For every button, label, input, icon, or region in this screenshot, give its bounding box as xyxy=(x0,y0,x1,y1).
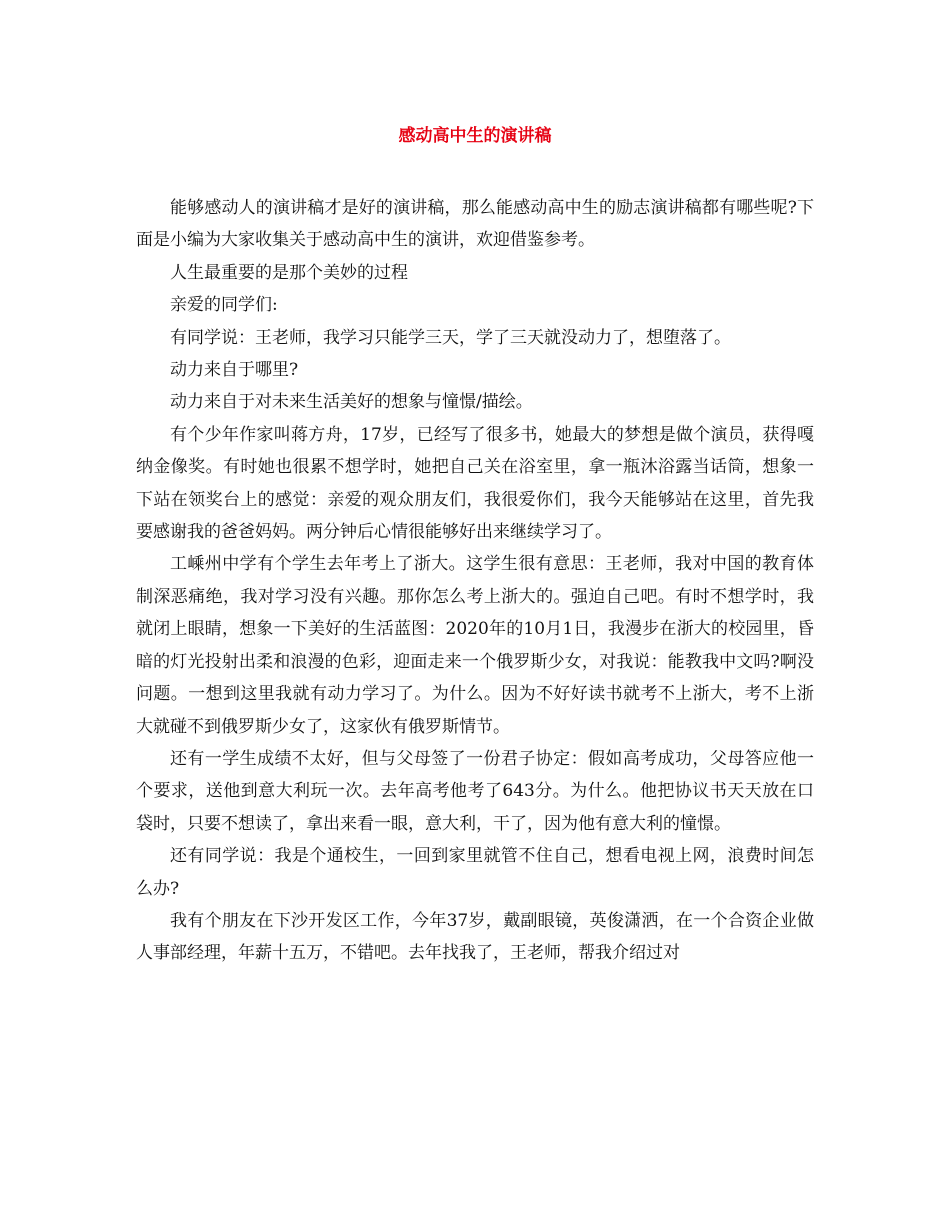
paragraph: 有个少年作家叫蒋方舟，17岁，已经写了很多书，她最大的梦想是做个演员，获得嘎纳金像奖。有时她也很累不想学时，她把自己关在浴室里，拿一瓶沐浴露当话筒，想象一下站在领奖台上的感觉：亲爱的观众朋友们，我很爱你们，我今天能够站在这里，首先我要感谢我的爸爸妈妈。两分钟后心情很能够好出来继续学习了。 xyxy=(136,424,814,543)
paragraph: 动力来自于哪里? xyxy=(170,360,299,381)
document-title: 感动高中生的演讲稿 xyxy=(398,126,552,146)
paragraph: 人生最重要的是那个美妙的过程 xyxy=(170,262,408,283)
paragraph: 亲爱的同学们: xyxy=(170,295,278,316)
paragraph: 有同学说：王老师，我学习只能学三天，学了三天就没动力了，想堕落了。 xyxy=(170,327,731,348)
paragraph: 能够感动人的演讲稿才是好的演讲稿，那么能感动高中生的励志演讲稿都有哪些呢?下面是小编为大家收集关于感动高中生的演讲，欢迎借鉴参考。 xyxy=(136,198,814,251)
paragraph: 我有个朋友在下沙开发区工作，今年37岁，戴副眼镜，英俊潇洒，在一个合资企业做人事部经理，年薪十五万，不错吧。去年找我了，王老师，帮我介绍过对 xyxy=(136,910,814,964)
paragraph: 还有同学说：我是个通校生，一回到家里就管不住自己，想看电视上网，浪费时间怎么办? xyxy=(136,846,814,899)
paragraph: 工嵊州中学有个学生去年考上了浙大。这学生很有意思：王老师，我对中国的教育体制深恶痛绝，我对学习没有兴趣。那你怎么考上浙大的。强迫自己吧。有时不想学时，我就闭上眼睛，想象一下美好的生活蓝图：2020年的10月1日，我漫步在浙大的校园里，昏暗的灯光投射出柔和浪漫的色彩，迎面走来一个俄罗斯少女，对我说：能教我中文吗?啊没问题。一想到这里我就有动力学习了。为什么。因为不好好读书就考不上浙大，考不上浙大就碰不到俄罗斯少女了，这家伙有俄罗斯情节。 xyxy=(136,554,814,737)
document-body xyxy=(136,192,814,970)
paragraph: 还有一学生成绩不太好，但与父母签了一份君子协定：假如高考成功，父母答应他一个要求，送他到意大利玩一次。去年高考他考了643分。为什么。他把协议书天天放在口袋时，只要不想读了，拿出来看一眼，意大利，干了，因为他有意大利的憧憬。 xyxy=(136,748,814,834)
paragraph: 动力来自于对未来生活美好的想象与憧憬/描绘。 xyxy=(170,392,533,413)
